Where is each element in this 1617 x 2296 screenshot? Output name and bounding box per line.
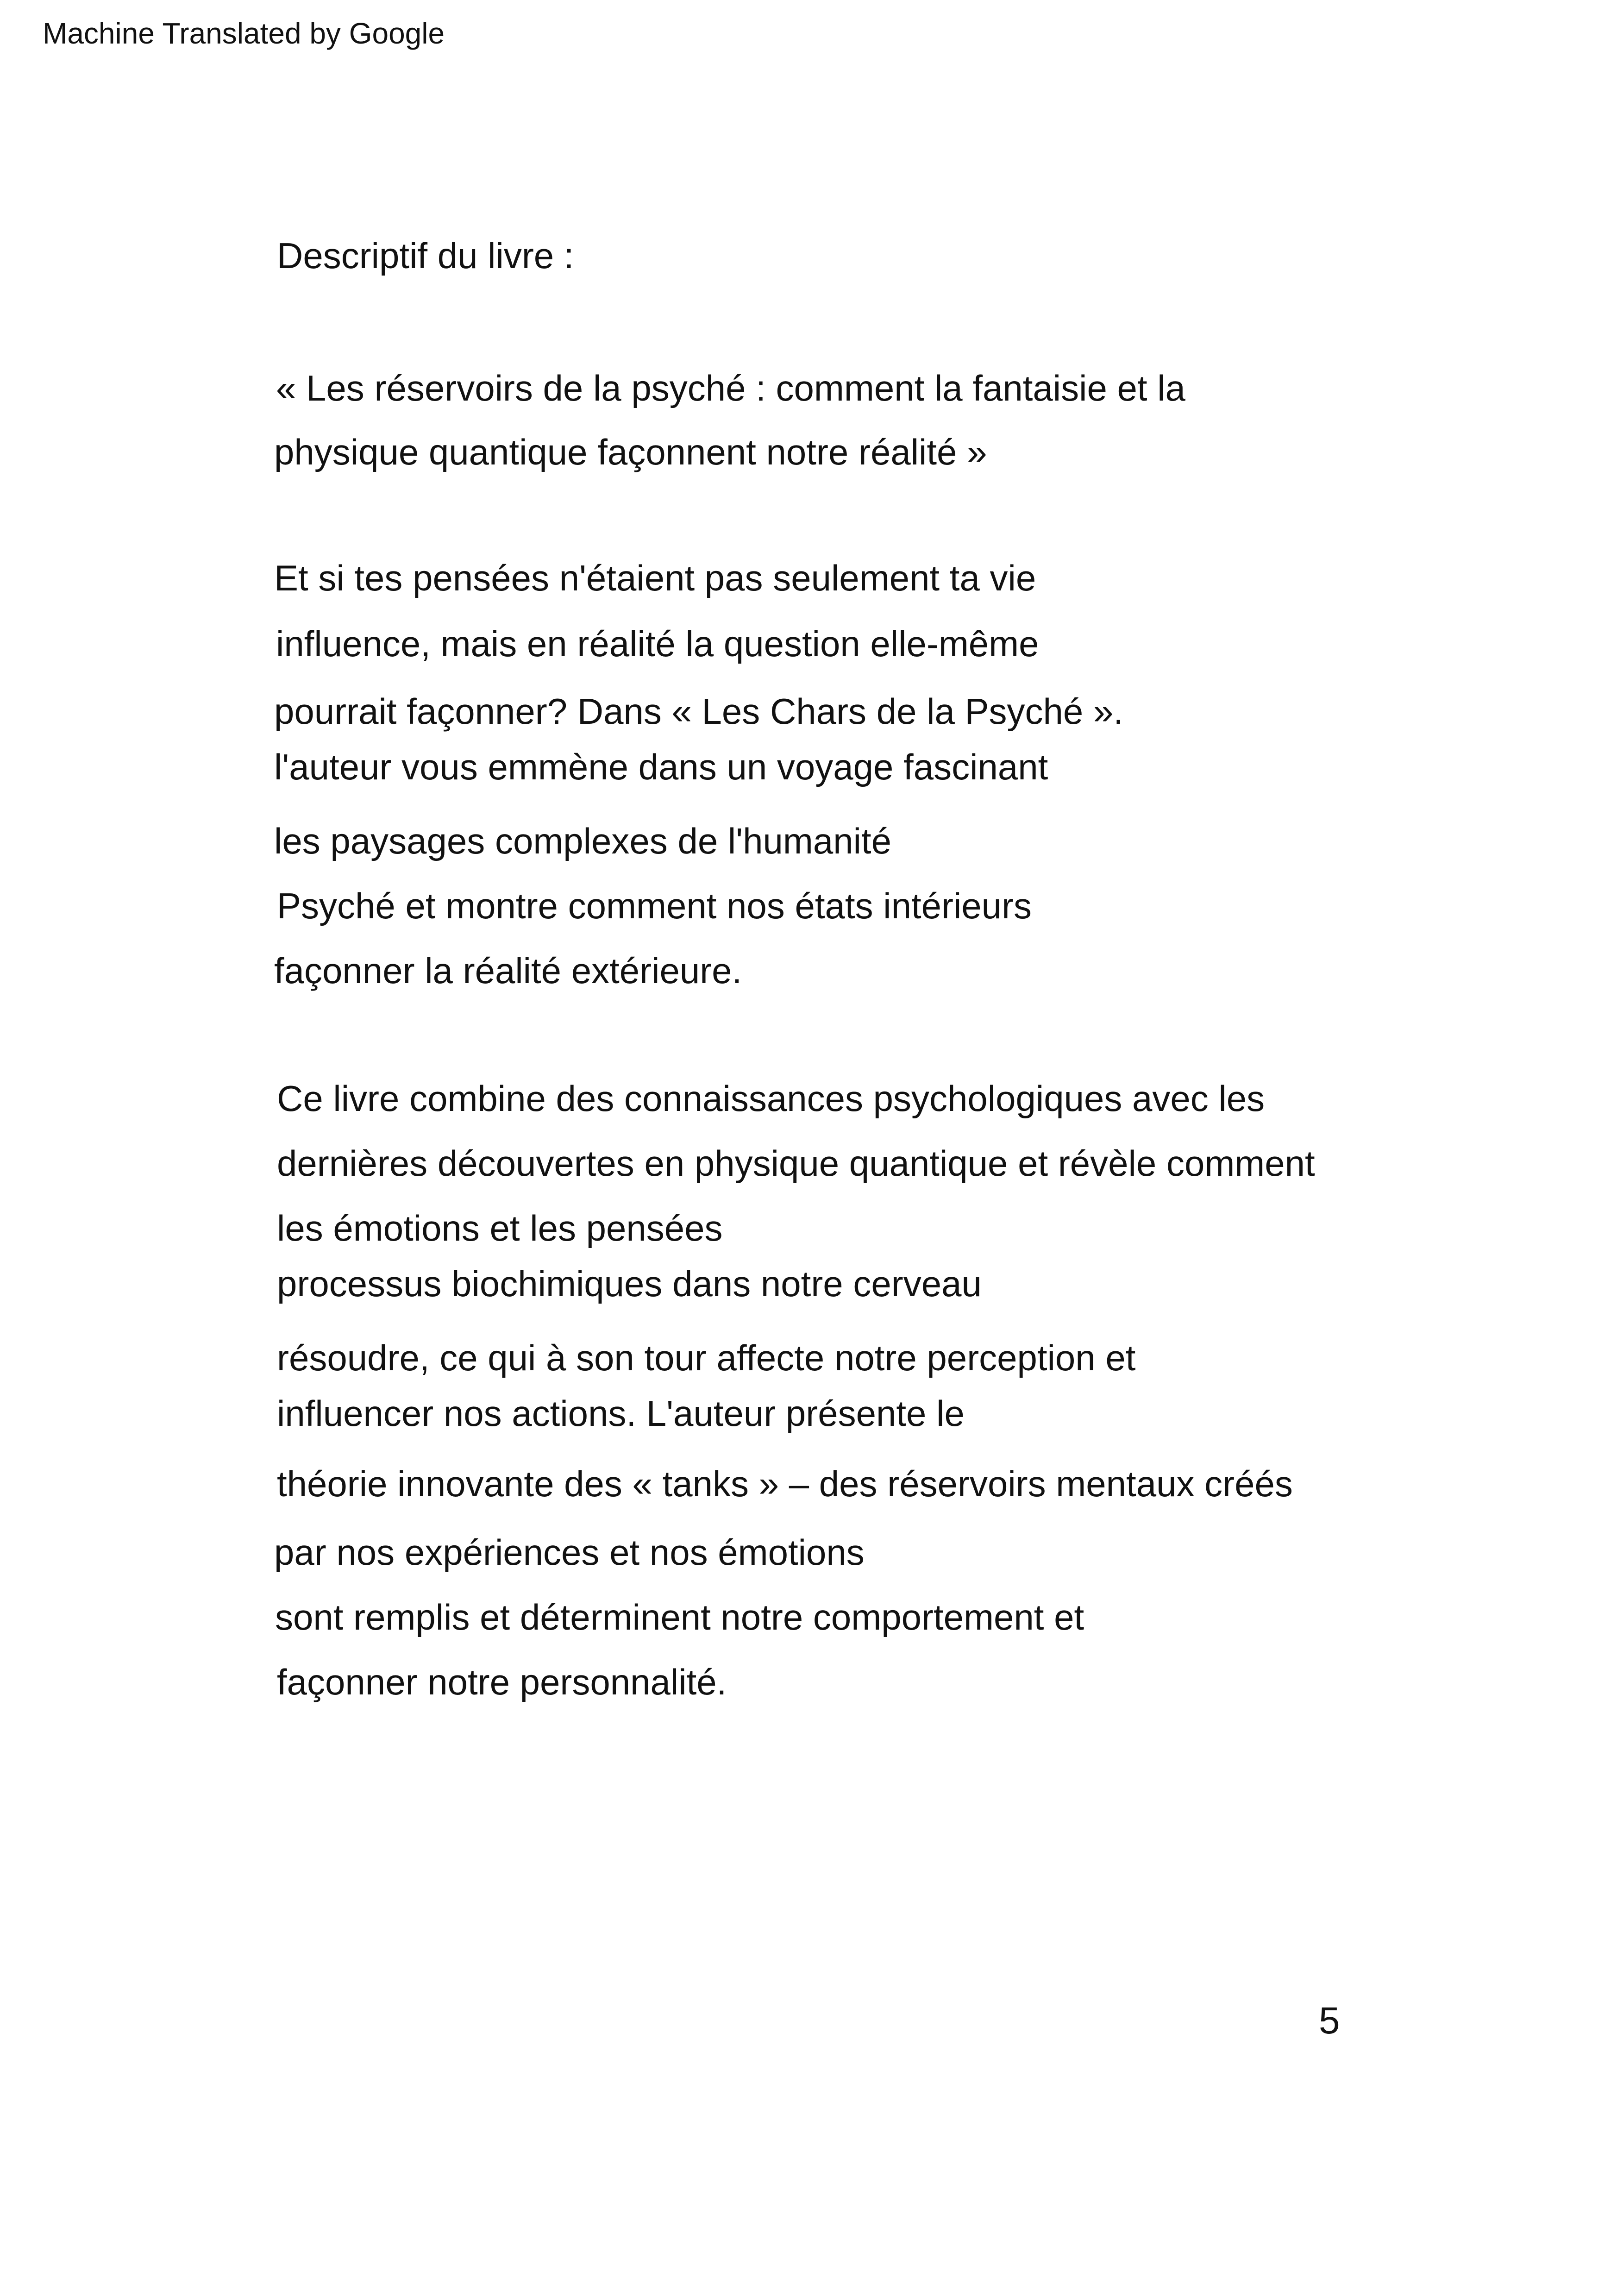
paragraph-line: par nos expériences et nos émotions xyxy=(274,1532,865,1573)
paragraph-line: Ce livre combine des connaissances psychologiques avec les xyxy=(277,1078,1265,1119)
paragraph-line: façonner la réalité extérieure. xyxy=(274,950,742,991)
paragraph-line: sont remplis et déterminent notre comportement et xyxy=(275,1597,1084,1637)
paragraph-line: les émotions et les pensées xyxy=(277,1208,723,1248)
paragraph-line: Psyché et montre comment nos états intérieurs xyxy=(277,885,1032,926)
paragraph-line: dernières découvertes en physique quantique et révèle comment xyxy=(277,1143,1315,1184)
paragraph-line: les paysages complexes de l'humanité xyxy=(274,821,891,861)
paragraph-line: l'auteur vous emmène dans un voyage fascinant xyxy=(274,747,1048,787)
machine-translation-banner: Machine Translated by Google xyxy=(43,17,445,50)
book-title-line: physique quantique façonnent notre réalité » xyxy=(274,432,987,472)
paragraph-line: influence, mais en réalité la question elle-même xyxy=(276,623,1039,664)
book-description-heading: Descriptif du livre : xyxy=(277,235,574,276)
paragraph-line: influencer nos actions. L'auteur présente le xyxy=(277,1393,965,1434)
paragraph-line: Et si tes pensées n'étaient pas seulement ta vie xyxy=(274,558,1036,598)
page-number: 5 xyxy=(1319,2000,1340,2042)
book-title-line: « Les réservoirs de la psyché : comment la fantaisie et la xyxy=(276,368,1185,408)
paragraph-line: processus biochimiques dans notre cerveau xyxy=(277,1263,982,1304)
paragraph-line: façonner notre personnalité. xyxy=(277,1662,727,1702)
paragraph-line: pourrait façonner? Dans « Les Chars de la Psyché ». xyxy=(274,691,1124,732)
paragraph-line: résoudre, ce qui à son tour affecte notre perception et xyxy=(277,1337,1136,1378)
paragraph-line: théorie innovante des « tanks » – des réservoirs mentaux créés xyxy=(277,1463,1293,1504)
